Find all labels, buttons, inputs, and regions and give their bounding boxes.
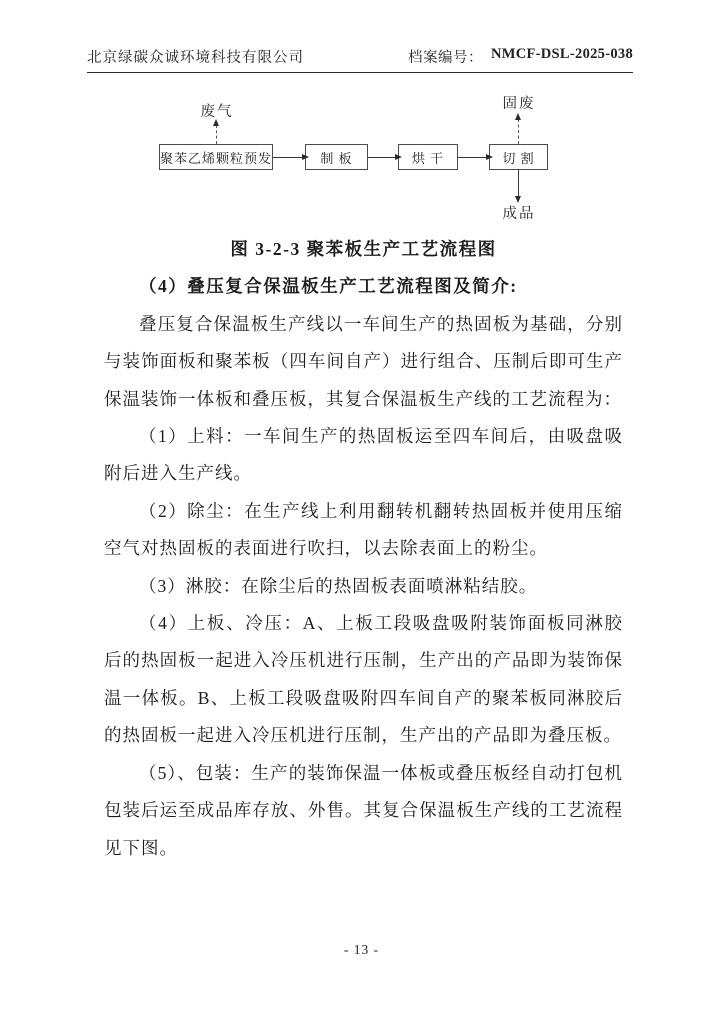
paragraph-step5-packing: （5）、包装：生产的装饰保温一体板或叠压板经自动打包机包装后运至成品库存放、外售。其复合保温板生产线的工艺流程见下图。 bbox=[104, 762, 623, 858]
arrow-preexpansion-to-board bbox=[273, 157, 302, 158]
finished-product-label: 成品 bbox=[502, 206, 536, 222]
solid-waste-label: 固废 bbox=[502, 96, 536, 112]
archive-number-value: NMCF-DSL-2025-038 bbox=[490, 46, 633, 62]
flow-node-drying: 烘 干 bbox=[398, 144, 458, 170]
process-flowchart bbox=[87, 92, 633, 227]
company-name: 北京绿碳众诚环境科技有限公司 bbox=[87, 50, 304, 66]
solid-waste-arrow bbox=[518, 119, 519, 144]
archive-number-label: 档案编号： bbox=[407, 50, 483, 66]
waste-gas-label: 废气 bbox=[200, 104, 234, 120]
waste-gas-arrow bbox=[216, 125, 217, 144]
arrow-cutting-to-product bbox=[518, 170, 519, 197]
page-header bbox=[87, 46, 633, 73]
paragraph-step2-dedusting: （2）除尘：在生产线上利用翻转机翻转热固板并使用压缩空气对热固板的表面进行吹扫，以去除表面上的粉尘。 bbox=[104, 500, 623, 559]
paragraph-step1-loading: （1）上料：一车间生产的热固板运至四车间后，由吸盘吸附后进入生产线。 bbox=[104, 426, 623, 484]
paragraph-intro: 叠压复合保温板生产线以一车间生产的热固板为基础，分别与装饰面板和聚苯板（四车间自产）进行组合、压制后即可生产保温装饰一体板和叠压板，其复合保温板生产线的工艺流程为： bbox=[104, 313, 623, 409]
figure-caption: 图 3-2-3 聚苯板生产工艺流程图 bbox=[230, 239, 497, 259]
flow-node-pre-expansion: 聚苯乙烯颗粒预发 bbox=[159, 144, 273, 170]
flow-node-cutting: 切 割 bbox=[489, 144, 548, 170]
page-number: - 13 - bbox=[343, 942, 380, 957]
paragraph-step4-pressing: （4）上板、冷压：A、上板工段吸盘吸附装饰面板同淋胶后的热固板一起进入冷压机进行压制，生产出的产品即为装饰保温一体板。B、上板工段吸盘吸附四车间自产的聚苯板同淋胶后的热固板一起进入冷压机进行压制，生产出的产品即为叠压板。 bbox=[104, 613, 623, 746]
flow-node-board-making: 制 板 bbox=[305, 144, 368, 170]
archive-number-group bbox=[408, 46, 633, 67]
arrow-board-to-drying bbox=[368, 157, 395, 158]
arrow-drying-to-cutting bbox=[458, 157, 486, 158]
body-text bbox=[104, 231, 623, 867]
section-heading: （4）叠压复合保温板生产工艺流程图及简介: bbox=[139, 276, 518, 297]
paragraph-step3-gluing: （3）淋胶：在除尘后的热固板表面喷淋粘结胶。 bbox=[139, 575, 538, 596]
